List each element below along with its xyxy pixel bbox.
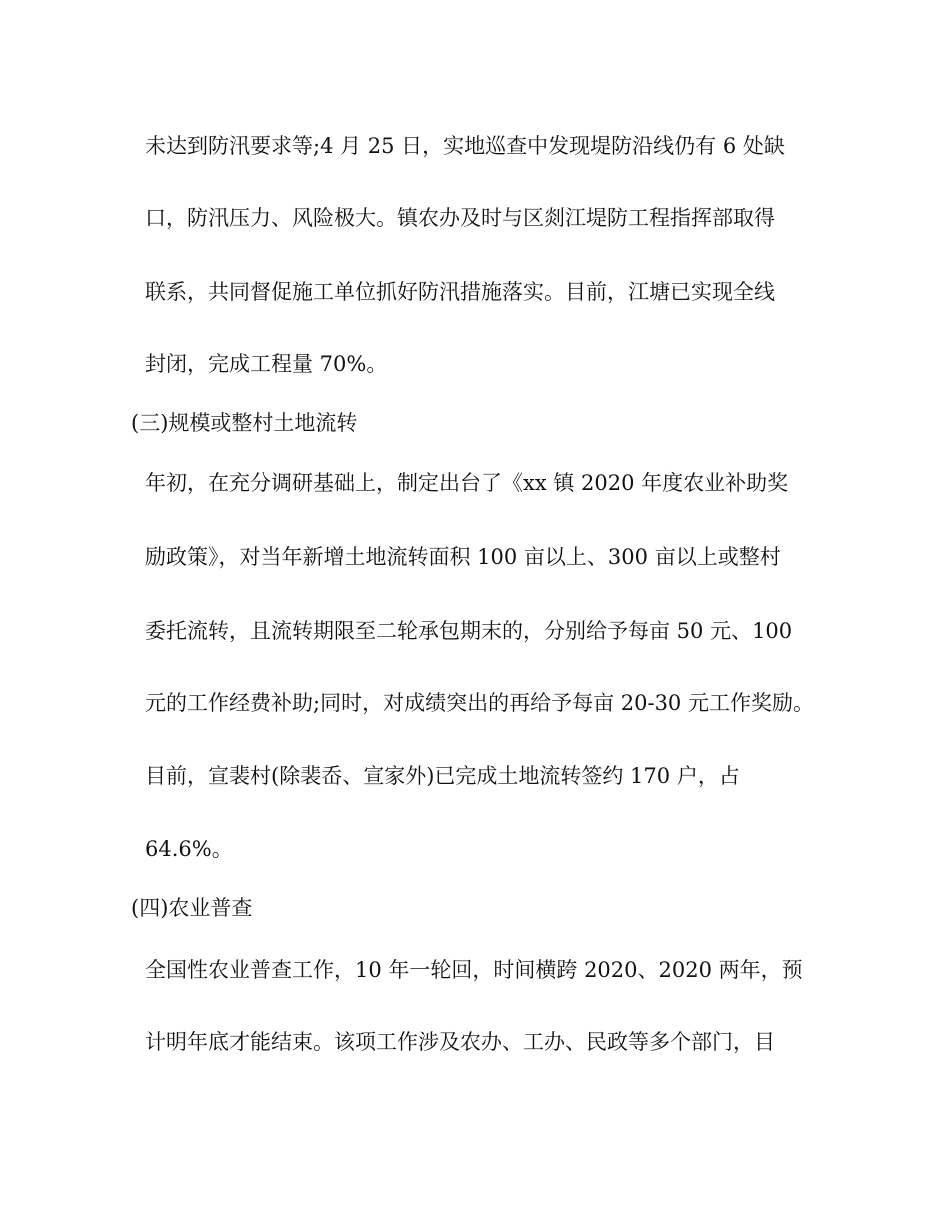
body-text-line: 64.6%。 xyxy=(145,837,233,861)
body-text-line: 联系，共同督促施工单位抓好防汛措施落实。目前，江塘已实现全线 xyxy=(145,280,775,304)
body-text-line: 计明年底才能结束。该项工作涉及农办、工办、民政等多个部门，目 xyxy=(145,1030,775,1054)
body-text-line: 年初，在充分调研基础上，制定出台了《xx 镇 2020 年度农业补助奖 xyxy=(145,471,789,495)
section-heading: (四)农业普查 xyxy=(131,896,253,920)
body-text-line: 委托流转，且流转期限至二轮承包期末的，分别给予每亩 50 元、100 xyxy=(145,619,793,643)
body-text-line: 目前，宣裴村(除裴岙、宣家外)已完成土地流转签约 170 户，占 xyxy=(145,764,740,788)
body-text-line: 励政策》，对当年新增土地流转面积 100 亩以上、300 亩以上或整村 xyxy=(145,545,781,569)
body-text-line: 元的工作经费补助;同时，对成绩突出的再给予每亩 20-30 元工作奖励。 xyxy=(145,691,814,715)
body-text-line: 口，防汛压力、风险极大。镇农办及时与区剡江堤防工程指挥部取得 xyxy=(145,206,775,230)
body-text-line: 全国性农业普查工作，10 年一轮回，时间横跨 2020、2020 两年，预 xyxy=(145,958,803,982)
body-text-line: 封闭，完成工程量 70%。 xyxy=(145,352,388,376)
section-heading: (三)规模或整村土地流转 xyxy=(131,411,358,435)
body-text-line: 未达到防汛要求等;4 月 25 日，实地巡查中发现堤防沿线仍有 6 处缺 xyxy=(145,134,785,158)
